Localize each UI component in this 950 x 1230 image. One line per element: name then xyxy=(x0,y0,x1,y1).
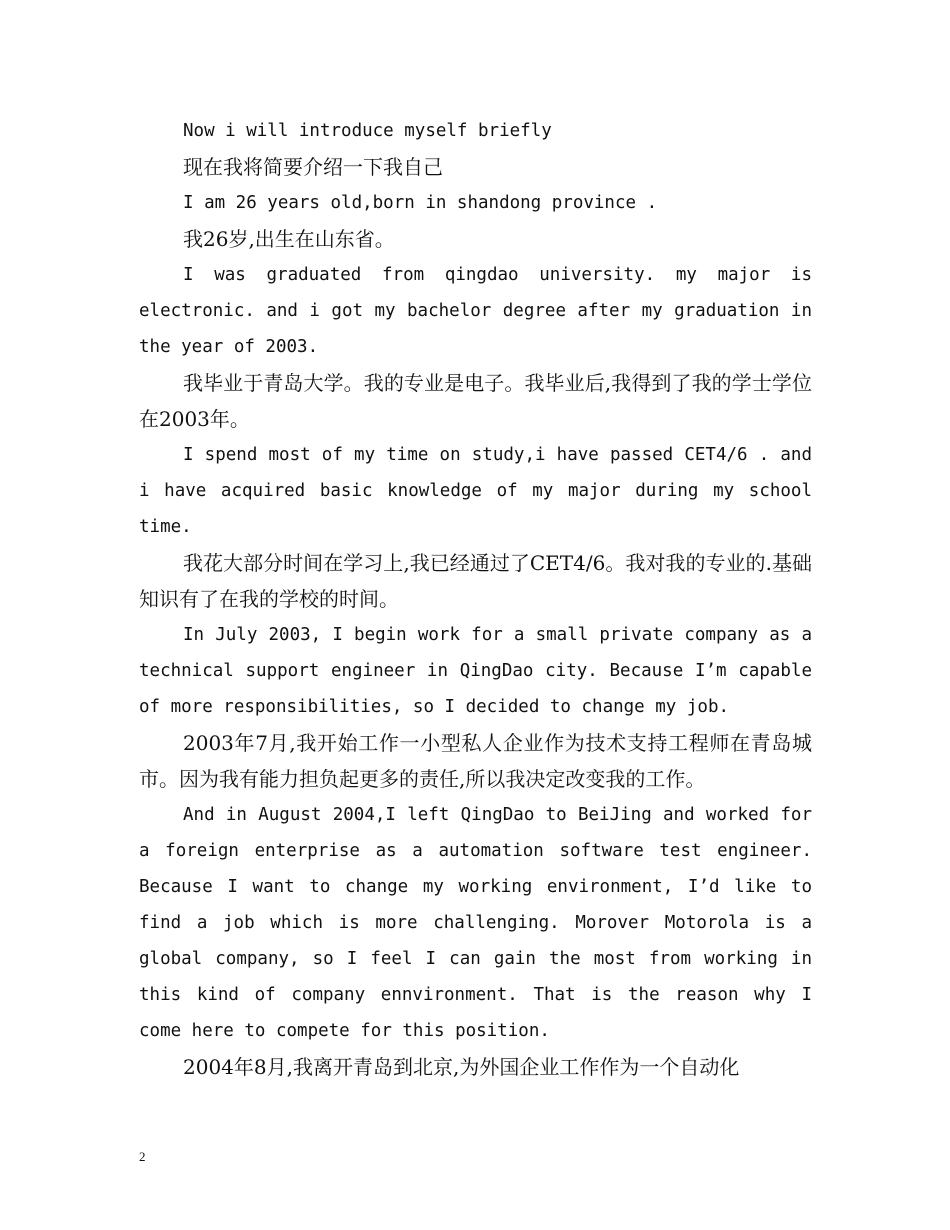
paragraph-zh-second-job: 2004年8月,我离开青岛到北京,为外国企业工作作为一个自动化 xyxy=(183,1055,740,1079)
page-number: 2 xyxy=(139,1149,146,1164)
paragraph-en-first-job: In July 2003, I begin work for a small private company as a technical support engineer in QingDao city. Because I’m capable of more responsibilities, so I decided to change my job. xyxy=(139,625,812,717)
paragraph-en-second-job: And in August 2004,I left QingDao to BeiJing and worked for a foreign enterprise as a automation software test engineer. Because I want to change my working environment, I’d like to find a job which is more challenging. Morover Motorola is a global company, so I feel I can gain the most from working in this kind of company ennvironment. That is the reason why I come here to compete for this position. xyxy=(139,805,812,1041)
paragraph-en-study: I spend most of my time on study,i have passed CET4/6 . and i have acquired basic knowledge of my major during my school time. xyxy=(139,445,812,537)
paragraph-en-age: I am 26 years old,born in shandong province . xyxy=(183,193,658,213)
document-body xyxy=(139,113,812,1085)
paragraph-zh-intro: 现在我将简要介绍一下我自己 xyxy=(183,155,443,179)
paragraph-zh-first-job: 2003年7月,我开始工作一小型私人企业作为技术支持工程师在青岛城市。因为我有能力担负起更多的责任,所以我决定改变我的工作。 xyxy=(139,731,812,791)
paragraph-zh-study: 我花大部分时间在学习上,我已经通过了CET4/6。我对我的专业的.基础知识有了在我的学校的时间。 xyxy=(139,551,812,611)
paragraph-en-education: I was graduated from qingdao university. my major is electronic. and i got my bachelor degree after my graduation in the year of 2003. xyxy=(139,265,812,357)
paragraph-zh-age: 我26岁,出生在山东省。 xyxy=(183,227,395,251)
paragraph-zh-education: 我毕业于青岛大学。我的专业是电子。我毕业后,我得到了我的学士学位在2003年。 xyxy=(139,371,812,431)
paragraph-en-intro: Now i will introduce myself briefly xyxy=(183,121,552,141)
